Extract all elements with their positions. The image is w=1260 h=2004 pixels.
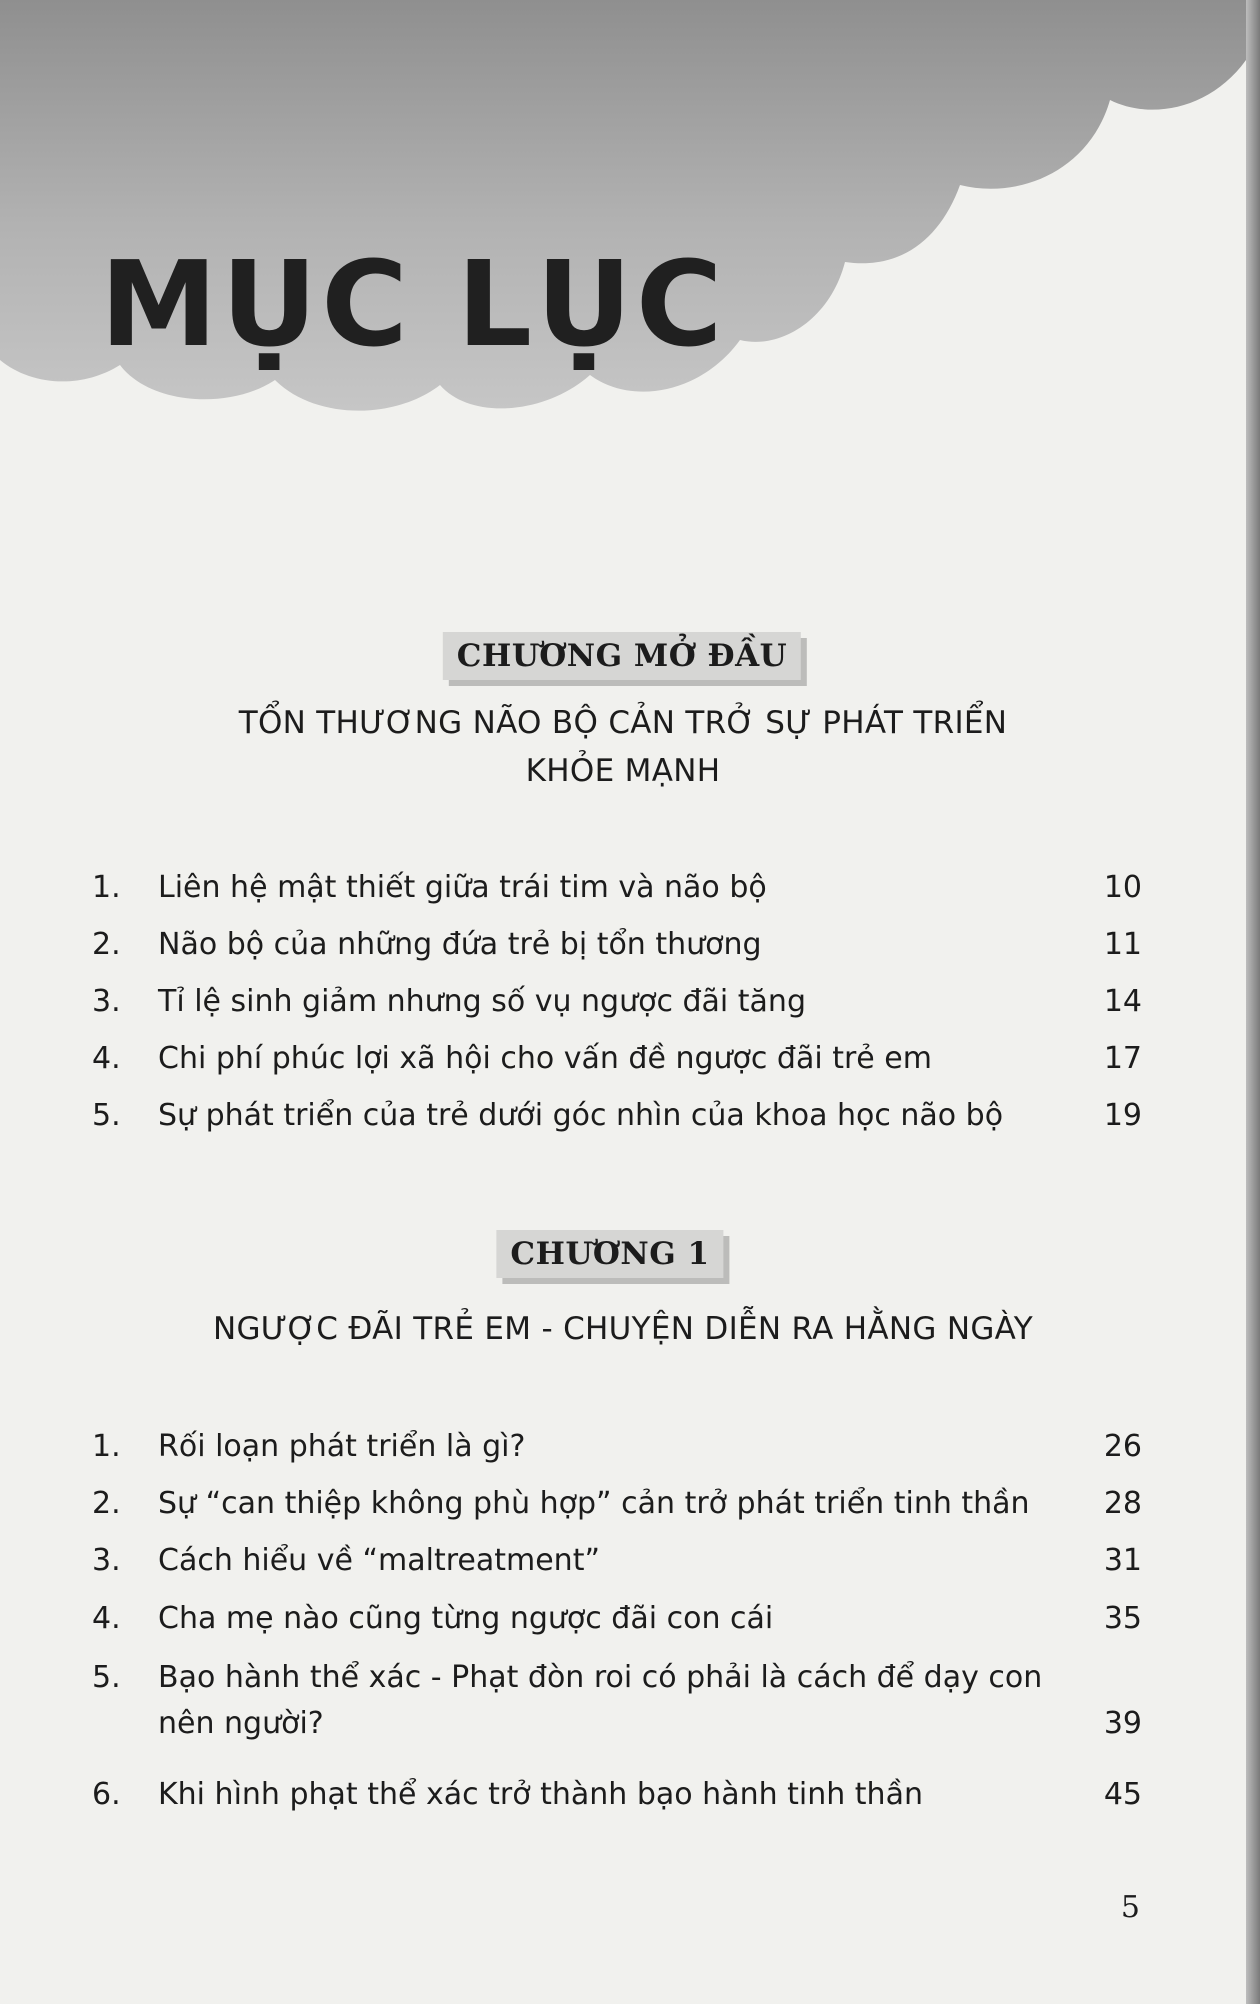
toc-entry-number: 4. (92, 1601, 121, 1636)
chapter-title-intro-line-2: KHỎE MẠNH (525, 753, 721, 789)
toc-entry-title: Bạo hành thể xác - Phạt đòn roi có phải là cách để dạy con nên người? (158, 1660, 1043, 1741)
toc-entry[interactable] (92, 1424, 1142, 1470)
toc-entry[interactable] (92, 1596, 1142, 1642)
toc-entry-title: Rối loạn phát triển là gì? (158, 1429, 526, 1464)
page-title: MỤC LỤC (100, 235, 727, 373)
toc-entry[interactable] (92, 1655, 1142, 1747)
chapter-label-1: CHƯƠNG 1 (496, 1230, 723, 1278)
chapter-title-1: NGƯỢC ĐÃI TRẺ EM - CHUYỆN DIỄN RA HẰNG NGÀY (212, 1311, 1034, 1347)
toc-entry-page: 10 (1103, 870, 1142, 905)
toc-entry-title: Cha mẹ nào cũng từng ngược đãi con cái (158, 1601, 774, 1636)
toc-entry-page: 35 (1103, 1601, 1142, 1636)
toc-entry-page: 26 (1103, 1429, 1142, 1464)
toc-entry-title: Sự “can thiệp không phù hợp” cản trở phát triển tinh thần (158, 1486, 1030, 1521)
toc-entry-number: 2. (92, 927, 121, 962)
toc-entry-title: Não bộ của những đứa trẻ bị tổn thương (158, 927, 762, 962)
toc-entry[interactable] (92, 1538, 1142, 1584)
toc-entry-number: 2. (92, 1486, 121, 1521)
toc-entry-title: Tỉ lệ sinh giảm nhưng số vụ ngược đãi tăng (158, 984, 806, 1019)
toc-entry[interactable] (92, 1481, 1142, 1527)
toc-entry-title: Sự phát triển của trẻ dưới góc nhìn của khoa học não bộ (158, 1098, 1004, 1133)
page-edge-shadow (1246, 0, 1260, 2004)
toc-entry-page: 45 (1103, 1777, 1142, 1812)
toc-entry-page: 14 (1103, 984, 1142, 1019)
toc-entry-page: 31 (1103, 1543, 1142, 1578)
toc-entry-title: Khi hình phạt thể xác trở thành bạo hành tinh thần (158, 1777, 923, 1812)
chapter-label-intro: CHƯƠNG MỞ ĐẦU (443, 632, 801, 680)
toc-entry-title: Liên hệ mật thiết giữa trái tim và não bộ (158, 870, 767, 905)
toc-entry[interactable] (92, 1093, 1142, 1139)
toc-entry-number: 5. (92, 1660, 121, 1695)
toc-entry-number: 5. (92, 1098, 121, 1133)
toc-entry-number: 3. (92, 984, 121, 1019)
toc-entry-number: 4. (92, 1041, 121, 1076)
toc-entry-number: 3. (92, 1543, 121, 1578)
toc-entry-page: 17 (1103, 1041, 1142, 1076)
chapter-title-intro-line-1: TỔN THƯƠNG NÃO BỘ CẢN TRỞ SỰ PHÁT TRIỂN (238, 705, 1008, 741)
toc-entry-title: Chi phí phúc lợi xã hội cho vấn đề ngược đãi trẻ em (158, 1041, 932, 1076)
toc-entry-page: 11 (1103, 927, 1142, 962)
toc-entry[interactable] (92, 1772, 1142, 1818)
toc-entry-page: 39 (1103, 1706, 1142, 1741)
toc-entry-number: 1. (92, 1429, 121, 1464)
toc-entry[interactable] (92, 1036, 1142, 1082)
toc-entry[interactable] (92, 979, 1142, 1025)
toc-entry[interactable] (92, 865, 1142, 911)
toc-entry[interactable] (92, 922, 1142, 968)
toc-entry-number: 1. (92, 870, 121, 905)
toc-entry-page: 28 (1103, 1486, 1142, 1521)
toc-entry-page: 19 (1103, 1098, 1142, 1133)
page-number: 5 (1120, 1890, 1140, 1925)
toc-entry-title: Cách hiểu về “maltreatment” (158, 1543, 601, 1578)
toc-entry-number: 6. (92, 1777, 121, 1812)
